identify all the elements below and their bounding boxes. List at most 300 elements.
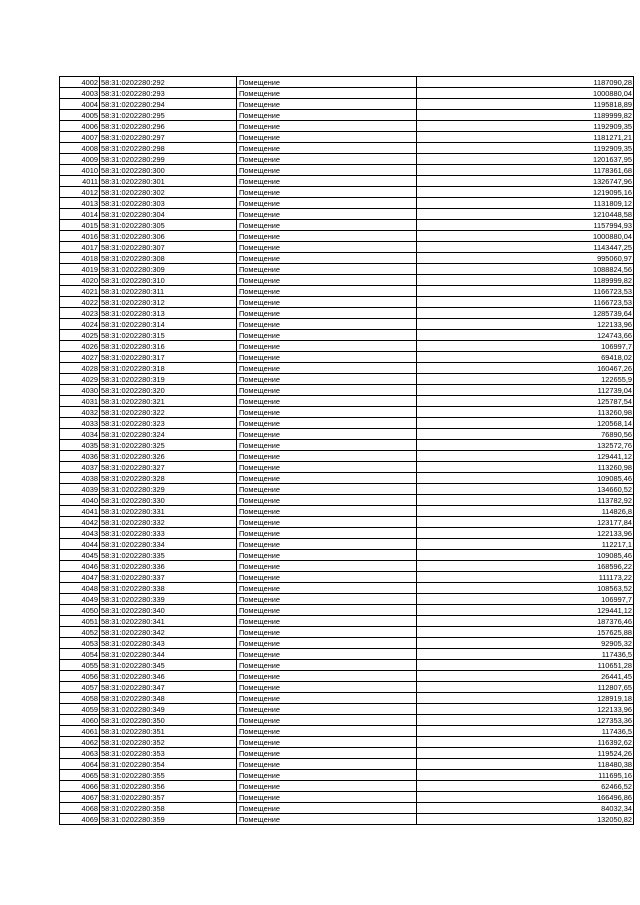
table-row (60, 671, 634, 682)
table-row (60, 341, 634, 352)
cadastral-number: 58:31:0202280:315 (100, 330, 237, 341)
row-number: 4030 (60, 385, 100, 396)
cadastral-number: 58:31:0202280:310 (100, 275, 237, 286)
table-row (60, 770, 634, 781)
cadastral-value: 132572,76 (417, 440, 634, 451)
cadastral-value: 129441,12 (417, 451, 634, 462)
cadastral-number: 58:31:0202280:300 (100, 165, 237, 176)
cadastral-value: 160467,26 (417, 363, 634, 374)
object-type: Помещение (237, 264, 417, 275)
cadastral-number: 58:31:0202280:312 (100, 297, 237, 308)
cadastral-number: 58:31:0202280:317 (100, 352, 237, 363)
cadastral-number: 58:31:0202280:306 (100, 231, 237, 242)
cadastral-number: 58:31:0202280:334 (100, 539, 237, 550)
row-number: 4058 (60, 693, 100, 704)
table-row (60, 517, 634, 528)
table-row (60, 176, 634, 187)
row-number: 4021 (60, 286, 100, 297)
table-row (60, 110, 634, 121)
table-row (60, 638, 634, 649)
table-row (60, 143, 634, 154)
registry-table (59, 76, 634, 825)
object-type: Помещение (237, 110, 417, 121)
cadastral-value: 112217,1 (417, 539, 634, 550)
table-row (60, 561, 634, 572)
cadastral-number: 58:31:0202280:318 (100, 363, 237, 374)
object-type: Помещение (237, 484, 417, 495)
table-row (60, 759, 634, 770)
cadastral-value: 114826,8 (417, 506, 634, 517)
cadastral-number: 58:31:0202280:337 (100, 572, 237, 583)
table-row (60, 396, 634, 407)
row-number: 4010 (60, 165, 100, 176)
cadastral-value: 1178361,68 (417, 165, 634, 176)
table-row (60, 363, 634, 374)
table-row (60, 275, 634, 286)
row-number: 4044 (60, 539, 100, 550)
cadastral-value: 168596,22 (417, 561, 634, 572)
object-type: Помещение (237, 627, 417, 638)
cadastral-number: 58:31:0202280:354 (100, 759, 237, 770)
row-number: 4012 (60, 187, 100, 198)
table-row (60, 286, 634, 297)
row-number: 4059 (60, 704, 100, 715)
row-number: 4048 (60, 583, 100, 594)
object-type: Помещение (237, 363, 417, 374)
object-type: Помещение (237, 737, 417, 748)
table-row (60, 88, 634, 99)
cadastral-value: 1195818,89 (417, 99, 634, 110)
cadastral-value: 112807,65 (417, 682, 634, 693)
row-number: 4020 (60, 275, 100, 286)
cadastral-value: 1000880,04 (417, 231, 634, 242)
cadastral-value: 84032,34 (417, 803, 634, 814)
cadastral-value: 1285739,64 (417, 308, 634, 319)
object-type: Помещение (237, 671, 417, 682)
table-row (60, 605, 634, 616)
row-number: 4050 (60, 605, 100, 616)
cadastral-value: 62466,52 (417, 781, 634, 792)
cadastral-number: 58:31:0202280:343 (100, 638, 237, 649)
row-number: 4008 (60, 143, 100, 154)
row-number: 4063 (60, 748, 100, 759)
cadastral-number: 58:31:0202280:326 (100, 451, 237, 462)
cadastral-value: 113260,98 (417, 462, 634, 473)
row-number: 4067 (60, 792, 100, 803)
table-row (60, 451, 634, 462)
object-type: Помещение (237, 253, 417, 264)
object-type: Помещение (237, 583, 417, 594)
cadastral-value: 122133,96 (417, 704, 634, 715)
cadastral-value: 111173,22 (417, 572, 634, 583)
table-row (60, 682, 634, 693)
cadastral-value: 1166723,53 (417, 286, 634, 297)
object-type: Помещение (237, 88, 417, 99)
cadastral-number: 58:31:0202280:314 (100, 319, 237, 330)
cadastral-value: 113782,92 (417, 495, 634, 506)
object-type: Помещение (237, 759, 417, 770)
cadastral-number: 58:31:0202280:331 (100, 506, 237, 517)
object-type: Помещение (237, 451, 417, 462)
object-type: Помещение (237, 649, 417, 660)
cadastral-value: 117436,5 (417, 726, 634, 737)
cadastral-number: 58:31:0202280:296 (100, 121, 237, 132)
table-row (60, 660, 634, 671)
object-type: Помещение (237, 748, 417, 759)
table-row (60, 484, 634, 495)
object-type: Помещение (237, 781, 417, 792)
cadastral-value: 123177,84 (417, 517, 634, 528)
cadastral-number: 58:31:0202280:323 (100, 418, 237, 429)
table-row (60, 352, 634, 363)
object-type: Помещение (237, 506, 417, 517)
row-number: 4052 (60, 627, 100, 638)
cadastral-value: 1219095,16 (417, 187, 634, 198)
object-type: Помещение (237, 297, 417, 308)
object-type: Помещение (237, 341, 417, 352)
cadastral-number: 58:31:0202280:327 (100, 462, 237, 473)
object-type: Помещение (237, 308, 417, 319)
object-type: Помещение (237, 605, 417, 616)
cadastral-value: 113260,98 (417, 407, 634, 418)
cadastral-value: 1187090,28 (417, 77, 634, 88)
object-type: Помещение (237, 473, 417, 484)
cadastral-number: 58:31:0202280:328 (100, 473, 237, 484)
row-number: 4055 (60, 660, 100, 671)
row-number: 4009 (60, 154, 100, 165)
table-row (60, 550, 634, 561)
cadastral-number: 58:31:0202280:316 (100, 341, 237, 352)
object-type: Помещение (237, 429, 417, 440)
object-type: Помещение (237, 550, 417, 561)
cadastral-number: 58:31:0202280:307 (100, 242, 237, 253)
cadastral-number: 58:31:0202280:294 (100, 99, 237, 110)
object-type: Помещение (237, 275, 417, 286)
cadastral-value: 110651,28 (417, 660, 634, 671)
object-type: Помещение (237, 319, 417, 330)
cadastral-number: 58:31:0202280:341 (100, 616, 237, 627)
table-row (60, 308, 634, 319)
object-type: Помещение (237, 440, 417, 451)
row-number: 4043 (60, 528, 100, 539)
row-number: 4034 (60, 429, 100, 440)
cadastral-value: 120568,14 (417, 418, 634, 429)
object-type: Помещение (237, 198, 417, 209)
table-row (60, 385, 634, 396)
cadastral-value: 122133,96 (417, 319, 634, 330)
cadastral-value: 1201637,95 (417, 154, 634, 165)
object-type: Помещение (237, 176, 417, 187)
cadastral-value: 108563,52 (417, 583, 634, 594)
cadastral-value: 1181271,21 (417, 132, 634, 143)
row-number: 4004 (60, 99, 100, 110)
row-number: 4066 (60, 781, 100, 792)
cadastral-number: 58:31:0202280:301 (100, 176, 237, 187)
table-row (60, 187, 634, 198)
table-row (60, 814, 634, 825)
cadastral-value: 118480,38 (417, 759, 634, 770)
cadastral-value: 128919,18 (417, 693, 634, 704)
cadastral-number: 58:31:0202280:330 (100, 495, 237, 506)
row-number: 4033 (60, 418, 100, 429)
row-number: 4015 (60, 220, 100, 231)
cadastral-value: 1189999,82 (417, 110, 634, 121)
row-number: 4031 (60, 396, 100, 407)
cadastral-number: 58:31:0202280:351 (100, 726, 237, 737)
table-row (60, 330, 634, 341)
cadastral-number: 58:31:0202280:320 (100, 385, 237, 396)
row-number: 4022 (60, 297, 100, 308)
table-row (60, 132, 634, 143)
table-row (60, 99, 634, 110)
cadastral-value: 127353,36 (417, 715, 634, 726)
cadastral-value: 166496,86 (417, 792, 634, 803)
row-number: 4065 (60, 770, 100, 781)
table-row (60, 462, 634, 473)
cadastral-number: 58:31:0202280:292 (100, 77, 237, 88)
object-type: Помещение (237, 682, 417, 693)
table-row (60, 627, 634, 638)
object-type: Помещение (237, 616, 417, 627)
table-row (60, 693, 634, 704)
row-number: 4027 (60, 352, 100, 363)
cadastral-number: 58:31:0202280:293 (100, 88, 237, 99)
table-row (60, 121, 634, 132)
cadastral-number: 58:31:0202280:336 (100, 561, 237, 572)
row-number: 4025 (60, 330, 100, 341)
object-type: Помещение (237, 517, 417, 528)
cadastral-value: 1131809,12 (417, 198, 634, 209)
object-type: Помещение (237, 792, 417, 803)
object-type: Помещение (237, 528, 417, 539)
cadastral-value: 109085,46 (417, 550, 634, 561)
cadastral-number: 58:31:0202280:304 (100, 209, 237, 220)
cadastral-number: 58:31:0202280:322 (100, 407, 237, 418)
row-number: 4053 (60, 638, 100, 649)
cadastral-value: 187376,46 (417, 616, 634, 627)
table-row (60, 220, 634, 231)
object-type: Помещение (237, 385, 417, 396)
cadastral-value: 26441,45 (417, 671, 634, 682)
table-row (60, 429, 634, 440)
row-number: 4011 (60, 176, 100, 187)
cadastral-value: 1143447,25 (417, 242, 634, 253)
cadastral-number: 58:31:0202280:299 (100, 154, 237, 165)
row-number: 4003 (60, 88, 100, 99)
table-row (60, 649, 634, 660)
cadastral-value: 1192909,35 (417, 121, 634, 132)
object-type: Помещение (237, 704, 417, 715)
row-number: 4028 (60, 363, 100, 374)
cadastral-value: 76890,56 (417, 429, 634, 440)
registry-table-body (60, 77, 634, 825)
object-type: Помещение (237, 77, 417, 88)
object-type: Помещение (237, 539, 417, 550)
cadastral-value: 1189999,82 (417, 275, 634, 286)
table-row (60, 440, 634, 451)
object-type: Помещение (237, 374, 417, 385)
table-row (60, 528, 634, 539)
cadastral-value: 112739,04 (417, 385, 634, 396)
cadastral-value: 106997,7 (417, 341, 634, 352)
table-row (60, 297, 634, 308)
cadastral-number: 58:31:0202280:302 (100, 187, 237, 198)
object-type: Помещение (237, 814, 417, 825)
cadastral-number: 58:31:0202280:355 (100, 770, 237, 781)
row-number: 4051 (60, 616, 100, 627)
row-number: 4019 (60, 264, 100, 275)
cadastral-number: 58:31:0202280:308 (100, 253, 237, 264)
cadastral-number: 58:31:0202280:329 (100, 484, 237, 495)
object-type: Помещение (237, 209, 417, 220)
table-row (60, 418, 634, 429)
object-type: Помещение (237, 462, 417, 473)
row-number: 4005 (60, 110, 100, 121)
object-type: Помещение (237, 352, 417, 363)
table-row (60, 616, 634, 627)
object-type: Помещение (237, 396, 417, 407)
cadastral-number: 58:31:0202280:338 (100, 583, 237, 594)
cadastral-value: 106997,7 (417, 594, 634, 605)
cadastral-number: 58:31:0202280:346 (100, 671, 237, 682)
table-row (60, 407, 634, 418)
row-number: 4038 (60, 473, 100, 484)
cadastral-number: 58:31:0202280:305 (100, 220, 237, 231)
table-row (60, 792, 634, 803)
cadastral-value: 124743,66 (417, 330, 634, 341)
cadastral-number: 58:31:0202280:359 (100, 814, 237, 825)
object-type: Помещение (237, 561, 417, 572)
cadastral-value: 1192909,35 (417, 143, 634, 154)
row-number: 4062 (60, 737, 100, 748)
object-type: Помещение (237, 693, 417, 704)
row-number: 4002 (60, 77, 100, 88)
cadastral-value: 1166723,53 (417, 297, 634, 308)
cadastral-number: 58:31:0202280:345 (100, 660, 237, 671)
table-row (60, 264, 634, 275)
row-number: 4014 (60, 209, 100, 220)
cadastral-value: 1157994,93 (417, 220, 634, 231)
row-number: 4017 (60, 242, 100, 253)
cadastral-number: 58:31:0202280:335 (100, 550, 237, 561)
row-number: 4013 (60, 198, 100, 209)
table-row (60, 726, 634, 737)
row-number: 4024 (60, 319, 100, 330)
row-number: 4006 (60, 121, 100, 132)
row-number: 4069 (60, 814, 100, 825)
row-number: 4018 (60, 253, 100, 264)
row-number: 4061 (60, 726, 100, 737)
row-number: 4046 (60, 561, 100, 572)
row-number: 4026 (60, 341, 100, 352)
row-number: 4041 (60, 506, 100, 517)
cadastral-value: 111695,16 (417, 770, 634, 781)
cadastral-number: 58:31:0202280:358 (100, 803, 237, 814)
row-number: 4016 (60, 231, 100, 242)
row-number: 4032 (60, 407, 100, 418)
object-type: Помещение (237, 231, 417, 242)
table-row (60, 704, 634, 715)
cadastral-number: 58:31:0202280:319 (100, 374, 237, 385)
object-type: Помещение (237, 495, 417, 506)
table-row (60, 374, 634, 385)
object-type: Помещение (237, 660, 417, 671)
cadastral-value: 109085,46 (417, 473, 634, 484)
cadastral-value: 1000880,04 (417, 88, 634, 99)
object-type: Помещение (237, 594, 417, 605)
row-number: 4023 (60, 308, 100, 319)
table-row (60, 495, 634, 506)
row-number: 4042 (60, 517, 100, 528)
row-number: 4007 (60, 132, 100, 143)
table-row (60, 506, 634, 517)
object-type: Помещение (237, 187, 417, 198)
object-type: Помещение (237, 132, 417, 143)
object-type: Помещение (237, 220, 417, 231)
cadastral-number: 58:31:0202280:353 (100, 748, 237, 759)
row-number: 4040 (60, 495, 100, 506)
object-type: Помещение (237, 638, 417, 649)
table-row (60, 803, 634, 814)
cadastral-number: 58:31:0202280:347 (100, 682, 237, 693)
cadastral-value: 1326747,96 (417, 176, 634, 187)
table-row (60, 198, 634, 209)
cadastral-number: 58:31:0202280:324 (100, 429, 237, 440)
table-row (60, 539, 634, 550)
table-row (60, 209, 634, 220)
row-number: 4045 (60, 550, 100, 561)
row-number: 4056 (60, 671, 100, 682)
table-row (60, 572, 634, 583)
object-type: Помещение (237, 99, 417, 110)
object-type: Помещение (237, 770, 417, 781)
table-row (60, 781, 634, 792)
object-type: Помещение (237, 330, 417, 341)
object-type: Помещение (237, 286, 417, 297)
cadastral-number: 58:31:0202280:348 (100, 693, 237, 704)
cadastral-number: 58:31:0202280:311 (100, 286, 237, 297)
cadastral-number: 58:31:0202280:349 (100, 704, 237, 715)
cadastral-value: 125787,54 (417, 396, 634, 407)
object-type: Помещение (237, 242, 417, 253)
cadastral-value: 69418,02 (417, 352, 634, 363)
cadastral-value: 117436,5 (417, 649, 634, 660)
cadastral-value: 92905,32 (417, 638, 634, 649)
cadastral-value: 119524,26 (417, 748, 634, 759)
cadastral-value: 122133,96 (417, 528, 634, 539)
object-type: Помещение (237, 154, 417, 165)
object-type: Помещение (237, 715, 417, 726)
row-number: 4060 (60, 715, 100, 726)
cadastral-value: 157625,88 (417, 627, 634, 638)
table-row (60, 748, 634, 759)
cadastral-number: 58:31:0202280:342 (100, 627, 237, 638)
table-row (60, 154, 634, 165)
object-type: Помещение (237, 121, 417, 132)
table-row (60, 319, 634, 330)
cadastral-number: 58:31:0202280:344 (100, 649, 237, 660)
row-number: 4036 (60, 451, 100, 462)
cadastral-number: 58:31:0202280:321 (100, 396, 237, 407)
cadastral-number: 58:31:0202280:350 (100, 715, 237, 726)
cadastral-number: 58:31:0202280:303 (100, 198, 237, 209)
cadastral-number: 58:31:0202280:313 (100, 308, 237, 319)
cadastral-value: 116392,62 (417, 737, 634, 748)
cadastral-number: 58:31:0202280:325 (100, 440, 237, 451)
object-type: Помещение (237, 803, 417, 814)
cadastral-value: 122655,9 (417, 374, 634, 385)
row-number: 4057 (60, 682, 100, 693)
